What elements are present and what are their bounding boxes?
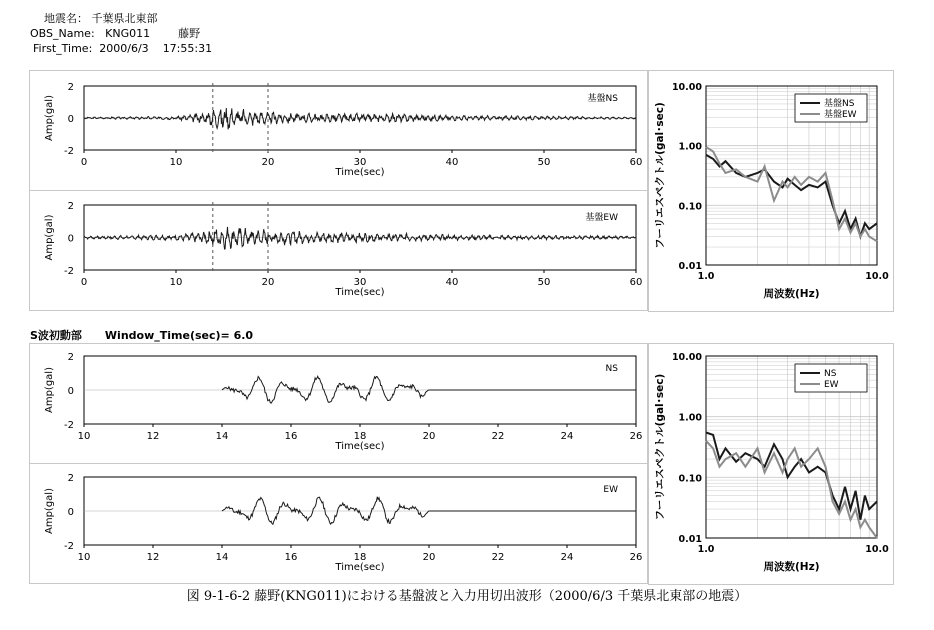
x-tick-label: 0 <box>80 277 88 288</box>
y-axis-label: Amp(gal) <box>44 367 55 413</box>
x-axis-label: Time(sec) <box>335 167 385 178</box>
x-tick-label: 14 <box>215 431 229 442</box>
y-axis-label: Amp(gal) <box>44 214 55 261</box>
y-tick-label: -2 <box>64 146 74 157</box>
x-tick-label: 20 <box>422 552 436 563</box>
event-name: 千葉県北東部 <box>91 12 158 25</box>
x-tick-label: 22 <box>491 431 505 442</box>
x-tick-label: 30 <box>353 157 367 168</box>
series-line-ns <box>706 432 877 519</box>
y-tick-label: 2 <box>67 82 74 93</box>
series-label: 基盤NS <box>587 94 618 104</box>
first-time-date: 2000/6/3 <box>99 42 149 55</box>
y-tick-label: 1.00 <box>678 141 702 153</box>
y-axis-label: フーリエスペクトル(gal･sec) <box>654 102 666 249</box>
x-tick-label: 60 <box>629 277 643 288</box>
x-axis-label: 周波数(Hz) <box>763 561 820 573</box>
series-label: 基盤EW <box>585 213 618 223</box>
y-tick-label: 0.10 <box>678 473 702 485</box>
waveform-wave-ew <box>44 201 642 298</box>
waveform-wave-s-ew <box>44 473 642 573</box>
x-axis-label: Time(sec) <box>335 287 385 298</box>
x-tick-label: 26 <box>629 431 643 442</box>
y-tick-label: -2 <box>64 420 74 431</box>
spectrum-spec-base <box>654 82 889 300</box>
obs-label: OBS_Name: <box>30 27 95 40</box>
x-tick-label: 50 <box>537 277 551 288</box>
y-tick-label: 2 <box>67 473 74 484</box>
x-tick-label: 20 <box>261 277 275 288</box>
x-tick-label: 18 <box>353 552 367 563</box>
window-value: 6.0 <box>233 329 254 342</box>
x-tick-label: 60 <box>629 157 643 168</box>
y-tick-label: 1.00 <box>678 412 702 424</box>
x-tick-label: 30 <box>353 277 367 288</box>
x-tick-label: 12 <box>146 431 160 442</box>
x-tick-label: 22 <box>491 552 505 563</box>
x-tick-label: 1.0 <box>697 544 715 555</box>
first-time-clock: 17:55:31 <box>162 42 213 55</box>
x-tick-label: 18 <box>353 431 367 442</box>
y-tick-label: -2 <box>64 541 74 552</box>
x-tick-label: 10 <box>169 157 183 168</box>
y-tick-label: 0.10 <box>678 201 702 213</box>
obs-name: 藤野 <box>178 27 201 40</box>
x-tick-label: 20 <box>261 157 275 168</box>
y-axis-label: Amp(gal) <box>44 95 55 141</box>
y-tick-label: -2 <box>64 266 74 277</box>
x-tick-label: 1.0 <box>697 271 715 282</box>
x-tick-label: 10.0 <box>865 271 889 282</box>
section-title: S波初動部 <box>30 329 82 342</box>
y-axis-label: フーリエスペクトル(gal･sec) <box>654 373 666 521</box>
x-tick-label: 16 <box>284 552 298 563</box>
event-label: 地震名： <box>44 12 88 25</box>
trace-line <box>84 227 636 249</box>
legend-label: 基盤EW <box>824 110 857 120</box>
trace-line <box>84 108 636 129</box>
y-tick-label: 2 <box>67 201 74 212</box>
legend-label: NS <box>824 369 837 379</box>
obs-code: KNG011 <box>105 27 151 40</box>
y-tick-label: 10.00 <box>671 82 702 93</box>
y-tick-label: 0.01 <box>678 261 702 272</box>
x-tick-label: 0 <box>80 157 88 168</box>
x-tick-label: 50 <box>537 157 551 168</box>
series-label: NS <box>605 364 618 374</box>
y-tick-label: 0.01 <box>678 534 702 545</box>
x-tick-label: 20 <box>422 431 436 442</box>
x-tick-label: 16 <box>284 431 298 442</box>
y-tick-label: 2 <box>67 352 74 363</box>
y-axis-label: Amp(gal) <box>44 488 55 534</box>
x-tick-label: 40 <box>445 277 459 288</box>
x-tick-label: 26 <box>629 552 643 563</box>
spectrum-spec-s <box>654 352 889 573</box>
series-label: EW <box>603 485 618 495</box>
x-tick-label: 10 <box>77 431 91 442</box>
x-axis-label: Time(sec) <box>335 441 385 452</box>
x-tick-label: 40 <box>445 157 459 168</box>
waveform-wave-s-ns <box>44 352 642 452</box>
first-time-label: First_Time: <box>33 42 93 55</box>
x-tick-label: 10 <box>169 277 183 288</box>
x-tick-label: 10 <box>77 552 91 563</box>
trace-line <box>222 497 636 525</box>
x-axis-label: 周波数(Hz) <box>763 288 820 300</box>
x-tick-label: 24 <box>560 431 574 442</box>
y-tick-label: 10.00 <box>671 352 702 363</box>
waveform-wave-ns <box>44 82 642 178</box>
legend-label: 基盤NS <box>824 99 855 109</box>
figure-caption: 図 9-1-6-2 藤野(KNG011)における基盤波と入力用切出波形（2000/6/3 千葉県北東部の地震） <box>186 589 748 604</box>
x-axis-label: Time(sec) <box>335 562 385 573</box>
y-tick-label: 0 <box>67 386 74 397</box>
x-tick-label: 12 <box>146 552 160 563</box>
y-tick-label: 0 <box>67 233 74 245</box>
x-tick-label: 14 <box>215 552 229 563</box>
x-tick-label: 10.0 <box>865 544 889 555</box>
series-line-ns <box>706 155 877 237</box>
y-tick-label: 0 <box>67 507 74 518</box>
window-label: Window_Time(sec)= <box>104 329 230 342</box>
series-line-ew <box>706 441 877 538</box>
y-tick-label: 0 <box>67 114 74 125</box>
legend-label: EW <box>824 380 839 390</box>
x-tick-label: 24 <box>560 552 574 563</box>
